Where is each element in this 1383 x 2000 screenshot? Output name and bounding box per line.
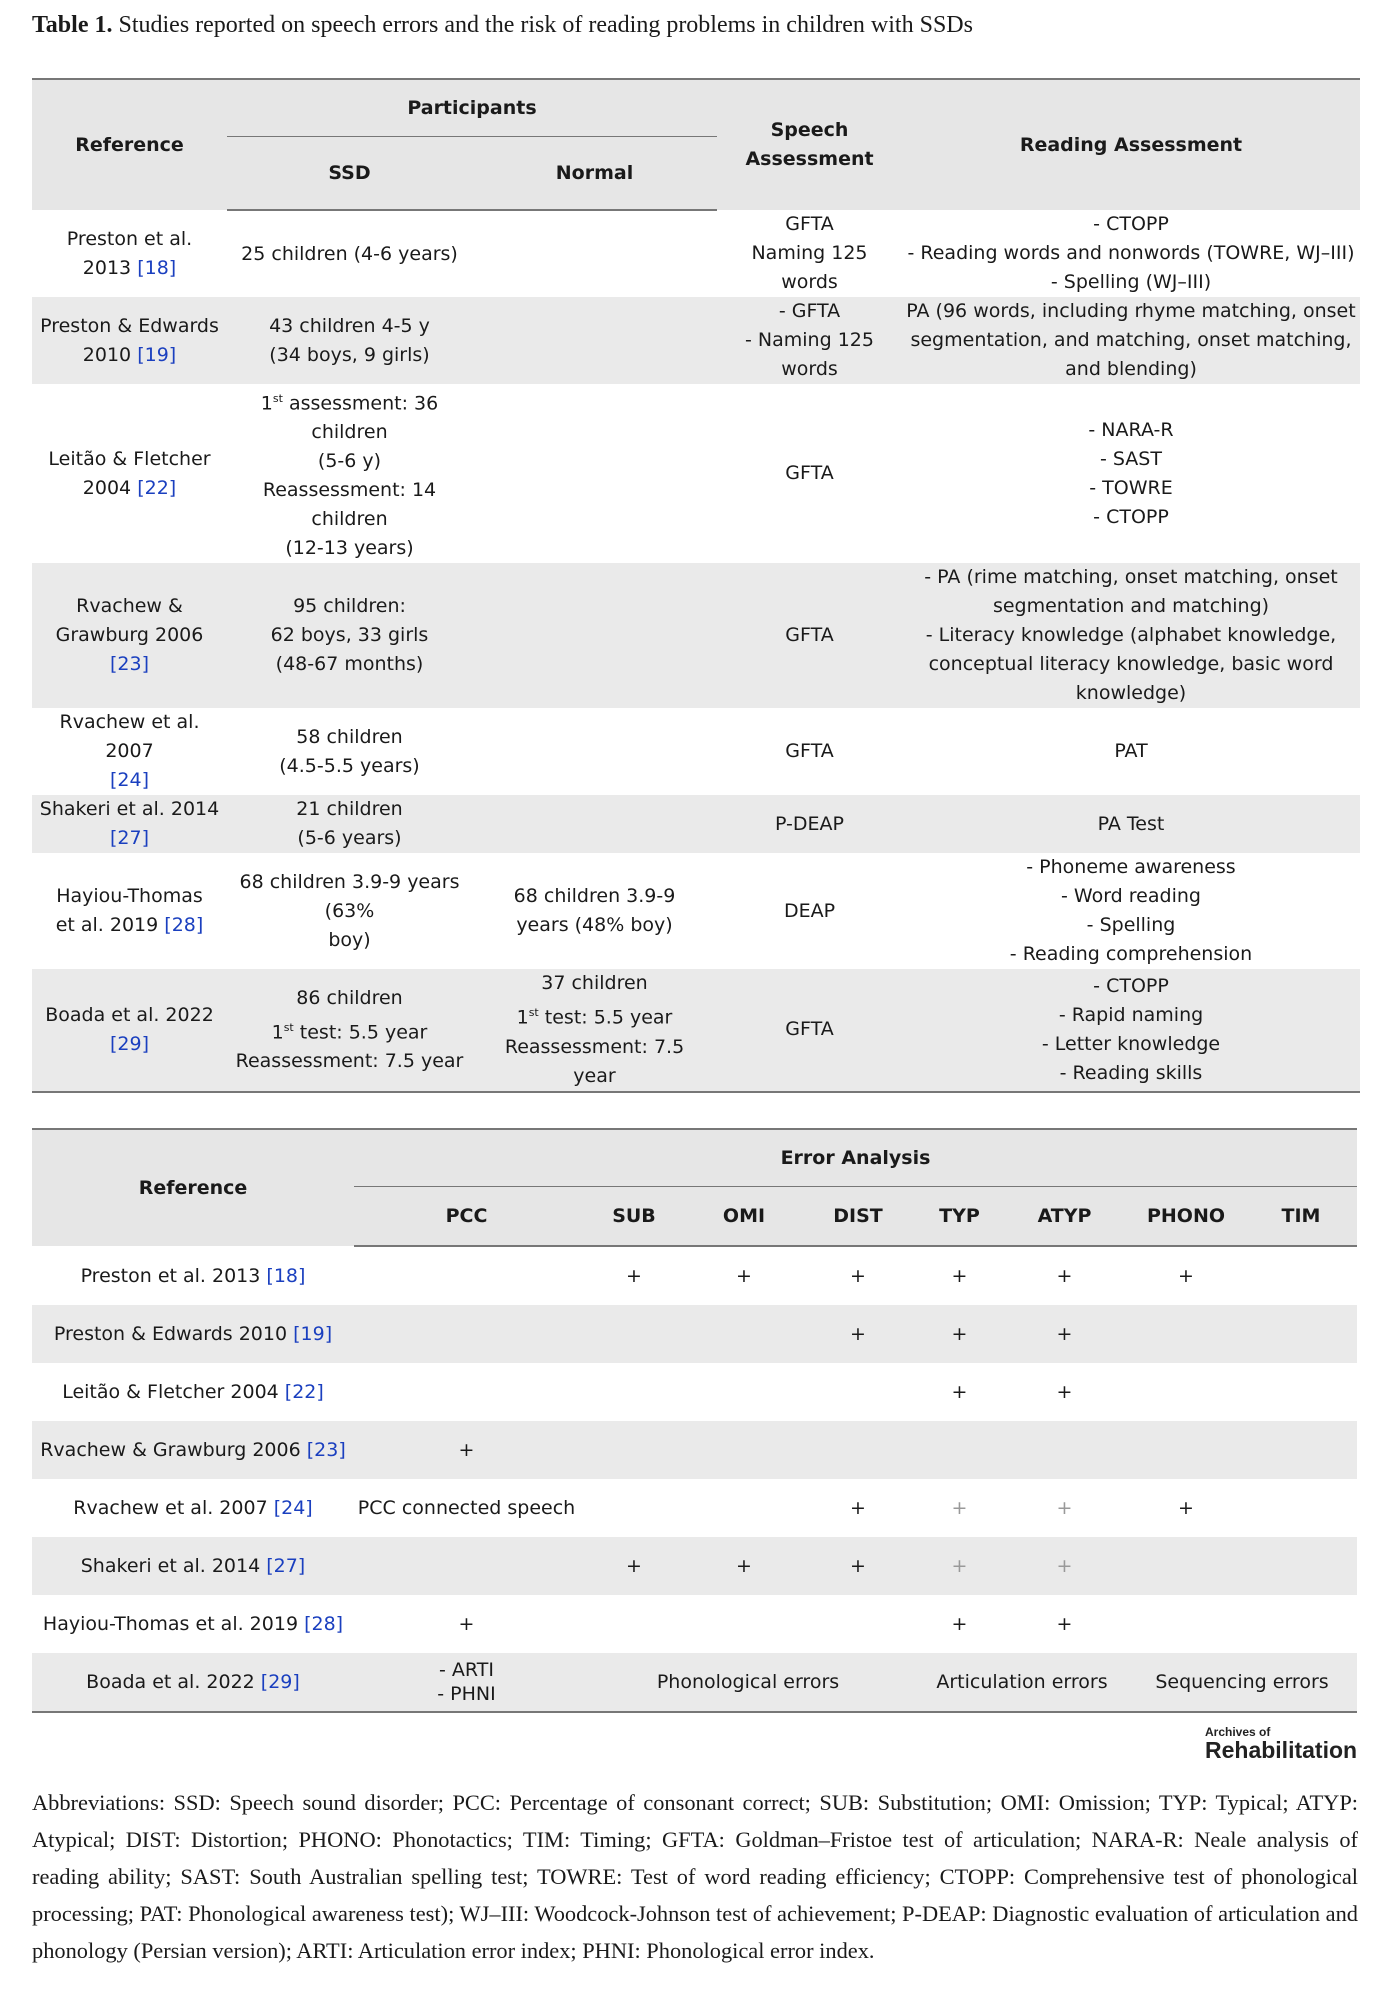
cell-phono: + (1178, 1497, 1194, 1519)
cell-sub (579, 1305, 689, 1363)
study-row (32, 969, 1360, 1091)
cell-ssd: 58 children (4.5-5.5 years) (279, 725, 420, 777)
cell-tim (1245, 1363, 1357, 1421)
abbreviations-note: Abbreviations: SSD: Speech sound disorder; PCC: Percentage of consonant correct; SUB: Substitution; OMI: Omission; TYP: Typical; ATYP: Atypical; DIST: Distortion; PHONO: Phonotactics; TIM: Timing; GFTA: Goldman–Fristoe test of articulation; NARA-R: Neale analysis of reading ability; SAST: South Australian spelling test; TOWRE: Test of word reading efficiency; CTOPP: Comprehensive test of phonological processing; PAT: Phonological awareness test); WJ–III: Woodcock-Johnson test of achievement; P-DEAP: Diagnostic evaluation of articulation and phonology (Persian version); ARTI: Articulation error index; PHNI: Phonological error index. (32, 1790, 1358, 1963)
cell-ssd: 21 children (5-6 years) (227, 795, 472, 853)
cell-pcc: - ARTI - PHNI (354, 1653, 579, 1712)
header-reading-assessment: Reading Assessment (902, 79, 1360, 210)
study-row (32, 795, 1360, 853)
cell-sequencing-errors: Sequencing errors (1127, 1653, 1357, 1712)
study-row (32, 708, 1360, 795)
cell-tim (1245, 1537, 1357, 1595)
cell-reference (32, 1363, 354, 1421)
cell-ssd: 68 children 3.9-9 years (63% boy) (239, 870, 460, 951)
reference-text: Preston & Edwards 2010 (53, 1323, 294, 1345)
cell-reading-assessment: PA (96 words, including rhyme matching, onset segmentation, and matching, onset matching, and blending) (902, 297, 1360, 384)
cell-pcc (354, 1363, 579, 1421)
citation-link[interactable]: [22] (284, 1381, 324, 1403)
reference-text: Hayiou-Thomas et al. 2019 (55, 885, 203, 937)
cell-normal: 68 children 3.9-9 years (48% boy) (513, 885, 676, 937)
header-error-analysis: Error Analysis (354, 1129, 1357, 1187)
header-ssd: SSD (227, 137, 472, 211)
cell-tim (1245, 1305, 1357, 1363)
cell-typ: + (951, 1497, 968, 1519)
cell-atyp: + (1056, 1265, 1073, 1287)
study-row (32, 853, 1360, 969)
cell-dist: + (799, 1305, 917, 1363)
cell-pcc (354, 1246, 579, 1305)
cell-omi (689, 1305, 799, 1363)
header-speech-assessment: Speech Assessment (717, 79, 902, 210)
citation-link[interactable]: [22] (137, 476, 177, 499)
reference-text: Preston et al. 2013 (80, 1264, 267, 1287)
study-row (32, 384, 1360, 563)
logo-big-text: Rehabilitation (1205, 1737, 1358, 1763)
citation-link[interactable]: [23] (306, 1439, 346, 1461)
cell-reading-assessment: - PA (rime matching, onset matching, onset segmentation and matching) - Literacy knowledge (alphabet knowledge, conceptual literacy knowledge, basic word knowledge) (902, 563, 1360, 708)
header-atyp: ATYP (1002, 1187, 1127, 1247)
cell-typ: + (917, 1305, 1002, 1363)
cell-reading-assessment: - CTOPP - Reading words and nonwords (TOWRE, WJ–III) - Spelling (WJ–III) (907, 213, 1355, 293)
reference-text: Rvachew & Grawburg 2006 (40, 1439, 307, 1461)
cell-reading-assessment: - NARA-R - SAST - TOWRE - CTOPP (1088, 418, 1174, 528)
cell-reference (32, 853, 227, 969)
study-row (32, 563, 1360, 708)
reference-text: Leitão & Fletcher 2004 (62, 1381, 285, 1403)
reference-text: Shakeri et al. 2014 (39, 798, 220, 821)
cell-normal (472, 708, 717, 795)
cell-atyp: + (1002, 1305, 1127, 1363)
cell-sub (579, 1421, 689, 1479)
studies-table (32, 78, 1360, 1093)
cell-ssd: 25 children (4-6 years) (241, 242, 458, 265)
header-reference-2: Reference (32, 1129, 354, 1246)
cell-normal (472, 210, 717, 297)
cell-phono (1127, 1421, 1245, 1479)
cell-atyp: + (1056, 1381, 1073, 1403)
cell-reading-assessment: - Phoneme awareness - Word reading - Spelling - Reading comprehension (1009, 856, 1253, 966)
error-row (32, 1421, 1357, 1479)
cell-typ: + (951, 1613, 968, 1635)
journal-logo (1205, 1726, 1357, 1762)
logo-small-text: Archives of (1205, 1725, 1271, 1739)
header-omi: OMI (689, 1187, 799, 1247)
cell-dist: + (850, 1265, 866, 1287)
cell-speech-assessment: DEAP (783, 899, 836, 922)
citation-link[interactable]: [24] (109, 769, 149, 792)
error-row (32, 1653, 1357, 1712)
cell-speech-assessment: GFTA (717, 969, 902, 1091)
reference-text: Rvachew et al. 2007 (73, 1497, 274, 1519)
citation-link[interactable]: [24] (273, 1497, 313, 1519)
header-dist: DIST (799, 1187, 917, 1247)
table-caption (32, 12, 973, 39)
header-reference: Reference (32, 79, 227, 210)
reference-text: Boada et al. 2022 (45, 1003, 214, 1026)
cell-articulation-errors: Articulation errors (917, 1653, 1127, 1712)
citation-link[interactable]: [18] (137, 256, 177, 279)
cell-typ: + (917, 1537, 1002, 1595)
cell-normal (472, 297, 717, 384)
cell-reading-assessment: PA Test (902, 795, 1360, 853)
error-row (32, 1479, 1357, 1537)
error-analysis-table (32, 1128, 1357, 1713)
cell-dist: + (850, 1497, 866, 1519)
caption-text: Studies reported on speech errors and the risk of reading problems in children with SSDs (112, 12, 973, 38)
citation-link[interactable]: [28] (164, 914, 204, 937)
reference-text: Preston & Edwards 2010 (40, 314, 219, 366)
cell-reference (32, 297, 227, 384)
citation-link[interactable]: [18] (266, 1264, 306, 1287)
error-row (32, 1363, 1357, 1421)
cell-pcc (354, 1537, 579, 1595)
citation-link[interactable]: [29] (260, 1671, 300, 1693)
caption-label: Table 1. (32, 12, 113, 38)
cell-reference (32, 1537, 354, 1595)
study-row (32, 210, 1360, 297)
cell-reference (32, 563, 227, 708)
header-typ: TYP (917, 1187, 1002, 1247)
cell-speech-assessment: GFTA (785, 740, 834, 763)
cell-speech-assessment: GFTA Naming 125 words (751, 213, 868, 293)
citation-link[interactable]: [23] (109, 653, 149, 676)
reference-text: Preston et al. 2013 (66, 227, 193, 279)
cell-omi (689, 1421, 799, 1479)
cell-reference (32, 210, 227, 297)
cell-speech-assessment: GFTA (717, 563, 902, 708)
reference-text: Rvachew & Grawburg 2006 (55, 595, 204, 647)
cell-dist (799, 1363, 917, 1421)
citation-link[interactable]: [28] (304, 1613, 344, 1635)
cell-normal (472, 563, 717, 708)
header-normal: Normal (472, 137, 717, 211)
error-table-body (32, 1246, 1357, 1712)
cell-sub (579, 1595, 689, 1653)
error-row (32, 1537, 1357, 1595)
reference-text: Leitão & Fletcher 2004 (48, 447, 211, 499)
cell-normal (472, 384, 717, 563)
cell-sub (579, 1363, 689, 1421)
cell-tim (1245, 1595, 1357, 1653)
cell-omi (689, 1479, 799, 1537)
cell-reference (32, 384, 227, 563)
reference-text: Rvachew et al. 2007 (59, 711, 200, 763)
cell-ssd: 1st assessment: 36 children (5-6 y) Reassessment: 14 children (12-13 years) (260, 392, 439, 560)
cell-phono: + (1178, 1265, 1194, 1287)
cell-reference (32, 1595, 354, 1653)
cell-phono (1127, 1537, 1245, 1595)
cell-ssd: 86 children 1st test: 5.5 year Reassessment: 7.5 year (227, 969, 472, 1091)
cell-pcc: + (354, 1421, 579, 1479)
cell-phono (1127, 1305, 1245, 1363)
error-row (32, 1305, 1357, 1363)
cell-ssd: 43 children 4-5 y (34 boys, 9 girls) (227, 297, 472, 384)
citation-link[interactable]: [29] (109, 1032, 149, 1055)
cell-atyp (1002, 1421, 1127, 1479)
cell-tim (1245, 1421, 1357, 1479)
cell-atyp: + (1056, 1613, 1073, 1635)
cell-reference (32, 969, 227, 1091)
cell-tim (1245, 1479, 1357, 1537)
citation-link[interactable]: [19] (137, 343, 177, 366)
cell-atyp: + (1002, 1537, 1127, 1595)
header-phono: PHONO (1127, 1187, 1245, 1247)
cell-speech-assessment: - GFTA - Naming 125 words (717, 297, 902, 384)
cell-reference (32, 1653, 354, 1712)
cell-tim (1245, 1246, 1357, 1305)
cell-normal: 37 children 1st test: 5.5 year Reassessment: 7.5 year (472, 969, 717, 1091)
cell-reading-assessment: PAT (1114, 740, 1148, 763)
cell-reference (32, 1479, 354, 1537)
cell-omi (689, 1363, 799, 1421)
cell-ssd: 95 children: 62 boys, 33 girls (48-67 months) (227, 563, 472, 708)
cell-typ: + (951, 1381, 968, 1403)
cell-reference (32, 708, 227, 795)
header-tim: TIM (1245, 1187, 1357, 1247)
cell-reading-assessment: - CTOPP - Rapid naming - Letter knowledge - Reading skills (902, 969, 1360, 1091)
cell-phono (1127, 1363, 1245, 1421)
studies-table-body (32, 210, 1360, 1092)
cell-reference (32, 1246, 354, 1305)
cell-pcc (354, 1305, 579, 1363)
citation-link[interactable]: [27] (109, 827, 149, 850)
citation-link[interactable]: [27] (266, 1555, 306, 1577)
cell-sub: + (579, 1537, 689, 1595)
cell-phono (1127, 1595, 1245, 1653)
cell-sub (579, 1479, 689, 1537)
header-participants: Participants (227, 79, 717, 137)
cell-speech-assessment: P-DEAP (717, 795, 902, 853)
cell-omi: + (689, 1537, 799, 1595)
reference-text: Shakeri et al. 2014 (80, 1555, 267, 1577)
cell-pcc: + (458, 1613, 475, 1635)
citation-link[interactable]: [19] (293, 1323, 333, 1345)
cell-speech-assessment: GFTA (785, 462, 834, 485)
reference-text: Hayiou-Thomas et al. 2019 (42, 1613, 305, 1635)
cell-omi (689, 1595, 799, 1653)
study-row (32, 297, 1360, 384)
cell-reference (32, 1305, 354, 1363)
header-pcc: PCC (354, 1187, 579, 1247)
cell-atyp: + (1056, 1497, 1073, 1519)
header-sub: SUB (579, 1187, 689, 1247)
cell-reference (32, 795, 227, 853)
cell-dist (799, 1595, 917, 1653)
cell-dist (799, 1421, 917, 1479)
error-row (32, 1246, 1357, 1305)
error-row (32, 1595, 1357, 1653)
reference-text: Boada et al. 2022 (86, 1671, 261, 1693)
cell-phonological-errors: Phonological errors (579, 1653, 917, 1712)
cell-pcc: PCC connected speech (357, 1497, 576, 1519)
cell-sub: + (626, 1265, 642, 1287)
cell-normal (472, 795, 717, 853)
cell-typ: + (951, 1265, 968, 1287)
cell-typ (917, 1421, 1002, 1479)
cell-reference (32, 1421, 354, 1479)
cell-dist: + (799, 1537, 917, 1595)
cell-omi: + (736, 1265, 752, 1287)
